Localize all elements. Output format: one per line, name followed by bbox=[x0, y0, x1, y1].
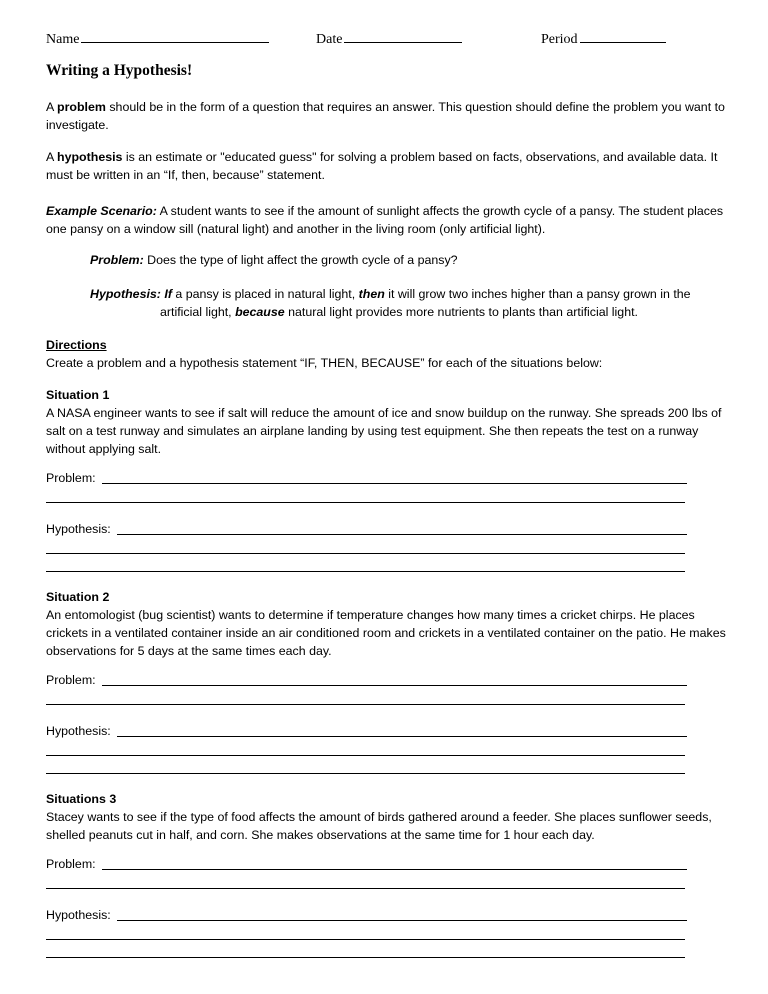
directions bbox=[46, 336, 726, 372]
example-hyp-part3: natural light provides more nutrients to plants than artificial light. bbox=[284, 305, 638, 319]
hypothesis-label: Hypothesis: bbox=[46, 908, 111, 922]
example-problem-label: Problem: bbox=[90, 253, 144, 267]
page-title: Writing a Hypothesis! bbox=[46, 62, 193, 79]
problem-definition-text: should be in the form of a question that requires an answer. This question should define the problem you want to investigate. bbox=[46, 100, 725, 132]
date-label: Date bbox=[316, 32, 343, 47]
situation-3-hypothesis-row[interactable] bbox=[46, 906, 687, 924]
example-hyp-part2: it will grow two inches higher than a pansy grown in the artificial light, bbox=[160, 287, 691, 319]
problem-term: problem bbox=[57, 100, 106, 114]
example-hyp-part1: a pansy is placed in natural light, bbox=[171, 287, 359, 301]
name-label: Name bbox=[46, 32, 80, 47]
answer-line[interactable] bbox=[46, 571, 685, 572]
problem-label: Problem: bbox=[46, 673, 96, 687]
problem-definition bbox=[46, 98, 726, 134]
answer-line[interactable] bbox=[117, 907, 687, 921]
situation-2 bbox=[46, 588, 726, 660]
example-label: Example Scenario: bbox=[46, 204, 157, 218]
situation-text: An entomologist (bug scientist) wants to determine if temperature changes how many times a cricket chirps. He places crickets in a ventilated container inside an air conditioned room and crickets in a ventilated container on the patio. He makes observations for 5 days at the same times each day. bbox=[46, 608, 726, 658]
date-line[interactable] bbox=[344, 28, 462, 43]
answer-line[interactable] bbox=[46, 888, 685, 889]
answer-line[interactable] bbox=[46, 755, 685, 756]
example-hyp-label: Hypothesis: bbox=[90, 287, 161, 301]
hypothesis-label: Hypothesis: bbox=[46, 724, 111, 738]
hypothesis-definition bbox=[46, 148, 726, 184]
period-line[interactable] bbox=[580, 28, 666, 43]
hypothesis-definition-text: is an estimate or "educated guess" for solving a problem based on facts, observations, and available data. It must be written in an “If, then, because” statement. bbox=[46, 150, 718, 182]
hypothesis-term: hypothesis bbox=[57, 150, 123, 164]
answer-line[interactable] bbox=[117, 723, 687, 737]
answer-line[interactable] bbox=[102, 470, 687, 484]
problem-label: Problem: bbox=[46, 471, 96, 485]
answer-line[interactable] bbox=[46, 553, 685, 554]
problem-lead: A bbox=[46, 100, 58, 114]
example-text: A student wants to see if the amount of sunlight affects the growth cycle of a pansy. The student places one pansy on a window sill (natural light) and another in the living room (only artificial light). bbox=[46, 204, 724, 236]
hypothesis-label: Hypothesis: bbox=[46, 522, 111, 536]
situation-text: Stacey wants to see if the type of food affects the amount of birds gathered around a feeder. She places sunflower seeds, shelled peanuts cut in half, and corn. She makes observations at the same time for 1 hour each day. bbox=[46, 810, 712, 842]
answer-line[interactable] bbox=[46, 704, 685, 705]
header bbox=[46, 28, 726, 48]
period-field bbox=[541, 28, 666, 49]
answer-line[interactable] bbox=[117, 521, 687, 535]
answer-line[interactable] bbox=[102, 856, 687, 870]
example-hyp-then: then bbox=[358, 287, 385, 301]
situation-3 bbox=[46, 790, 726, 844]
period-label: Period bbox=[541, 32, 578, 47]
name-line[interactable] bbox=[81, 28, 269, 43]
situation-2-hypothesis-row[interactable] bbox=[46, 722, 687, 740]
answer-line[interactable] bbox=[46, 502, 685, 503]
example-problem bbox=[46, 251, 726, 269]
example-hypothesis bbox=[46, 285, 726, 321]
answer-line[interactable] bbox=[46, 773, 685, 774]
situation-heading: Situation 2 bbox=[46, 590, 110, 604]
situation-1-problem-row[interactable] bbox=[46, 469, 687, 487]
directions-heading: Directions bbox=[46, 338, 107, 352]
situation-2-problem-row[interactable] bbox=[46, 671, 687, 689]
directions-text: Create a problem and a hypothesis statement “IF, THEN, BECAUSE” for each of the situations below: bbox=[46, 356, 603, 370]
situation-heading: Situations 3 bbox=[46, 792, 117, 806]
situation-1 bbox=[46, 386, 726, 458]
example-hyp-if: If bbox=[164, 287, 172, 301]
name-field bbox=[46, 28, 269, 49]
example-hyp-because: because bbox=[235, 305, 285, 319]
situation-text: A NASA engineer wants to see if salt will reduce the amount of ice and snow buildup on the runway. She spreads 200 lbs of salt on a test runway and simulates an airplane landing by using test equipment. She then repeats the test on a runway without applying salt. bbox=[46, 406, 722, 456]
answer-line[interactable] bbox=[102, 672, 687, 686]
problem-label: Problem: bbox=[46, 857, 96, 871]
example-scenario bbox=[46, 202, 726, 238]
hypothesis-lead: A bbox=[46, 150, 58, 164]
answer-line[interactable] bbox=[46, 957, 685, 958]
situation-3-problem-row[interactable] bbox=[46, 855, 687, 873]
example-problem-text: Does the type of light affect the growth cycle of a pansy? bbox=[143, 253, 458, 267]
situation-heading: Situation 1 bbox=[46, 388, 110, 402]
answer-line[interactable] bbox=[46, 939, 685, 940]
situation-1-hypothesis-row[interactable] bbox=[46, 520, 687, 538]
date-field bbox=[316, 28, 462, 49]
